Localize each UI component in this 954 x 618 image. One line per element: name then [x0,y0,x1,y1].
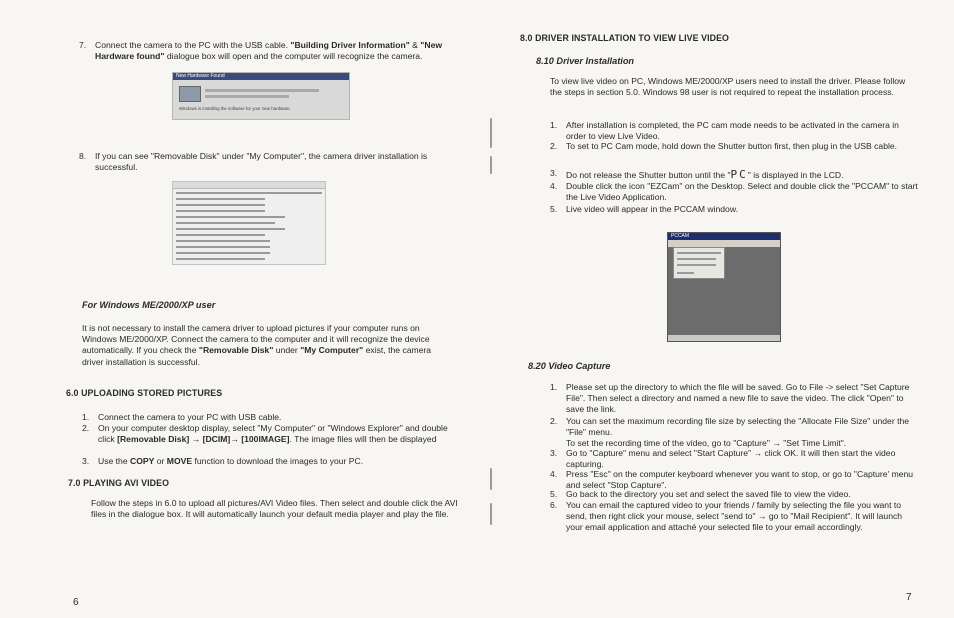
section-7-heading: 7.0 PLAYING AVI VIDEO [68,478,170,488]
right-page: 8.0 DRIVER INSTALLATION TO VIEW LIVE VIDEO 8.10 Driver Installation To view live video on PC, Windows ME/2000/XP users need to install the driver. Please follow the steps in section 5.0. Windows 98 user is not required to repeat the installation process. 1. After installation is completed, the PC cam mode needs to be activated in the camera in order to view Live Video. 2. To set to PC Cam mode, hold down the Shutter button first, then plug in the USB cable. 3. Do not release the Shutter button until the "PC" is displayed in the LCD. 4. Double click the icon "EZCam" on the Desktop. Select and double click the "PCCAM" to start the Live Video Application. 5. Live video will appear in the PCCAM window. PCCAM 8.20 Video Capture 1. Please set up the directory to which the file will be saved. Go to File -> select "Set Capture File". Then select a directory and named a new file to save the video. The click "Open" to save the link. 2. You can set the maximum recording file size by selecting the "Allocate File Size" under the "File" menu. To set the recording time of the video, go to "Capture" → "Set Time Limit". 3. Go to "Capture" menu and select "Start Capture" → click OK. It will then start the video capturing. 4. Press "Esc" on the computer keyboard whenever you want to stop, or go to "Capture' menu and select "Stop Capture". 5. Go back to the directory you set and select the saved file to view the video. 6. You can email the captured video to your friends / family by selecting the file you want to send, then right click your mouse, select "send to" → go to "Mail Recipient". It will launch your email application and attaché your selected file to your email accordingly. 7 [520,33,918,603]
page-number-left: 6 [73,597,79,608]
pccam-window-title: PCCAM [671,233,690,239]
section-7-paragraph: Follow the steps in 6.0 to upload all pictures/AVI Video files. Then select and double click the AVI files in the dialogue box. It will automatically launch your default media player and play the file. [91,498,458,520]
screenshot-caption: Windows is installing the software for your new hardware. [179,106,291,111]
windows-me-heading: For Windows ME/2000/XP user [82,300,216,310]
section-8-10-paragraph: To view live video on PC, Windows ME/2000/XP users need to install the driver. Please follow the steps in section 5.0. Windows 98 user is not required to repeat the installation process. [550,76,906,98]
pccam-file-menu [673,247,725,279]
section-8-heading: 8.0 DRIVER INSTALLATION TO VIEW LIVE VIDEO [520,33,729,43]
step-text: Connect the camera to the PC with the USB cable. "Building Driver Information" & "New Hardware found" dialogue box will open and the computer will recognize the camera. [95,40,443,62]
section-8-20-heading: 8.20 Video Capture [528,361,611,371]
windows-me-paragraph: It is not necessary to install the camera driver to upload pictures if your computer runs on Windows ME/2000/XP. Connect the camera to the computer and it will recognize the device automatically. If you check the "Removable Disk" under "My Computer" exist, the camera driver installation is successful. [82,323,432,367]
my-computer-screenshot [172,181,326,265]
pccam-menu-bar [668,240,780,247]
step-number: 8. [79,151,87,161]
lcd-pc-indicator: PC [730,168,748,181]
section-6-heading: 6.0 UPLOADING STORED PICTURES [66,388,223,398]
section-8-10-heading: 8.10 Driver Installation [536,56,635,66]
left-page: 7. Connect the camera to the PC with the USB cable. "Building Driver Information" & "New Hardware found" dialogue box will open and the computer will recognize the camera. New Hardware Found Windows is installing the software for your new hardware. 8. If you can see "Removable Disk" under "My Computer", the camera driver installation is successful. For Windows ME/2000/XP user It is not necessary to install the camera driver to upload pictures if your computer runs on Windows ME/2000/XP. Connect the camera to the computer and it will recognize the device automatically. If you check the "Removable Disk" under "My Computer" exist, the camera driver installation is successful. 6.0 UPLOADING STORED PICTURES 1. Connect the camera to your PC with USB cable. 2. On your computer desktop display, select "My Computer" or "Windows Explorer" and double click [Removable Disk] → [DCIM]→ [100IMAGE]. The image files will then be displayed 3. Use the COPY or MOVE function to download the images to your PC. 7.0 PLAYING AVI VIDEO Follow the steps in 6.0 to upload all pictures/AVI Video files. Then select and double click the AVI files in the dialogue box. It will automatically launch your default media player and play the file. 6 [0,0,477,618]
screenshot-title: New Hardware Found [176,73,225,79]
step-text: If you can see "Removable Disk" under "My Computer", the camera driver installation is successful. [95,151,428,173]
pccam-window-screenshot [667,232,781,342]
page-number-right: 7 [906,592,912,603]
hardware-icon [179,86,201,102]
step-number: 7. [79,40,87,50]
pccam-status-bar [668,335,780,341]
new-hardware-screenshot [172,72,350,120]
